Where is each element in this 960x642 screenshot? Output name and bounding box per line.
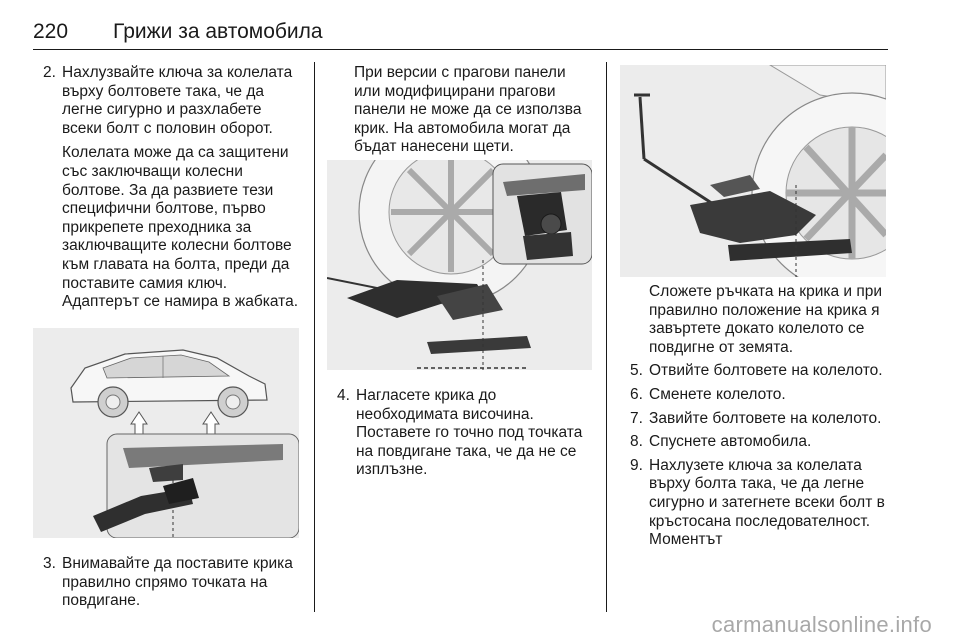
watermark: carmanualsonline.info (711, 612, 932, 637)
step-4-text: Нагласете крика до необходимата височина. Поставете го точно под точката на повдигане така, че да не се изплъзне. (356, 387, 583, 479)
page-number: 220 (33, 20, 69, 43)
jack-position-figure (327, 160, 592, 370)
crank-caption: Сложете ръчката на крика и при правилно положение на крика я завъртете докато колелото се повдигне от земята. (649, 283, 883, 356)
step-9 (620, 457, 890, 550)
column-left-bottom (33, 555, 301, 611)
step-6-text: Сменете колелото. (649, 385, 786, 403)
step-5-text: Отвийте болтовете на колелото. (649, 362, 883, 380)
column-left (33, 64, 301, 312)
step-7-text: Завийте болтовете на колелото. (649, 409, 882, 427)
step-3-text: Внимавайте да поставите крика правилно спрямо точката на повдигане. (62, 555, 293, 610)
column-divider-left (314, 62, 315, 612)
step-4-number: 4. (337, 387, 350, 404)
step-2-note: Колелата може да са защитени със заключващи колесни болтове. За да развиете тези специфични болтове, първо прикрепете преходника за заключващите колесни болтове към главата на болта, преди да поставите самия ключ. Адаптерът се намира в жабката. (62, 144, 299, 311)
column-middle-bottom (327, 387, 592, 480)
step-8-text: Спуснете автомобила. (649, 433, 812, 451)
jack-crank-figure (620, 65, 886, 277)
step-6 (620, 386, 890, 405)
step-5 (620, 362, 890, 381)
step-6-number: 6. (630, 385, 643, 403)
page-title: Грижи за автомобила (113, 20, 323, 43)
column-right (620, 283, 890, 550)
step-9-number: 9. (630, 456, 643, 474)
step-7 (620, 410, 890, 429)
column-middle (354, 64, 594, 157)
step-8-number: 8. (630, 433, 643, 451)
header-rule (33, 49, 888, 50)
sill-panel-warning: При версии с прагови панели или модифицирани прагови панели не може да се използва крик. На автомобила могат да бъдат нанесени щети. (354, 64, 582, 156)
step-2-text: Нахлузвайте ключа за колелата върху болтовете така, че да легне сигурно и разхлабете всеки болт с половин оборот. (62, 64, 293, 137)
step-9-text: Нахлузете ключа за колелата върху болта така, че да легне сигурно и затегнете всеки болт в кръстосана последователност. Моментът (649, 456, 885, 549)
car-lifting-points-figure (33, 328, 299, 538)
step-3 (33, 555, 301, 611)
step-8 (620, 433, 890, 452)
step-2 (33, 64, 301, 138)
step-3-number: 3. (43, 555, 56, 572)
step-4 (327, 387, 592, 480)
step-5-number: 5. (630, 362, 643, 380)
column-divider-right (606, 62, 607, 612)
step-7-number: 7. (630, 409, 643, 427)
step-2-number: 2. (43, 64, 56, 81)
page-header (33, 20, 888, 50)
